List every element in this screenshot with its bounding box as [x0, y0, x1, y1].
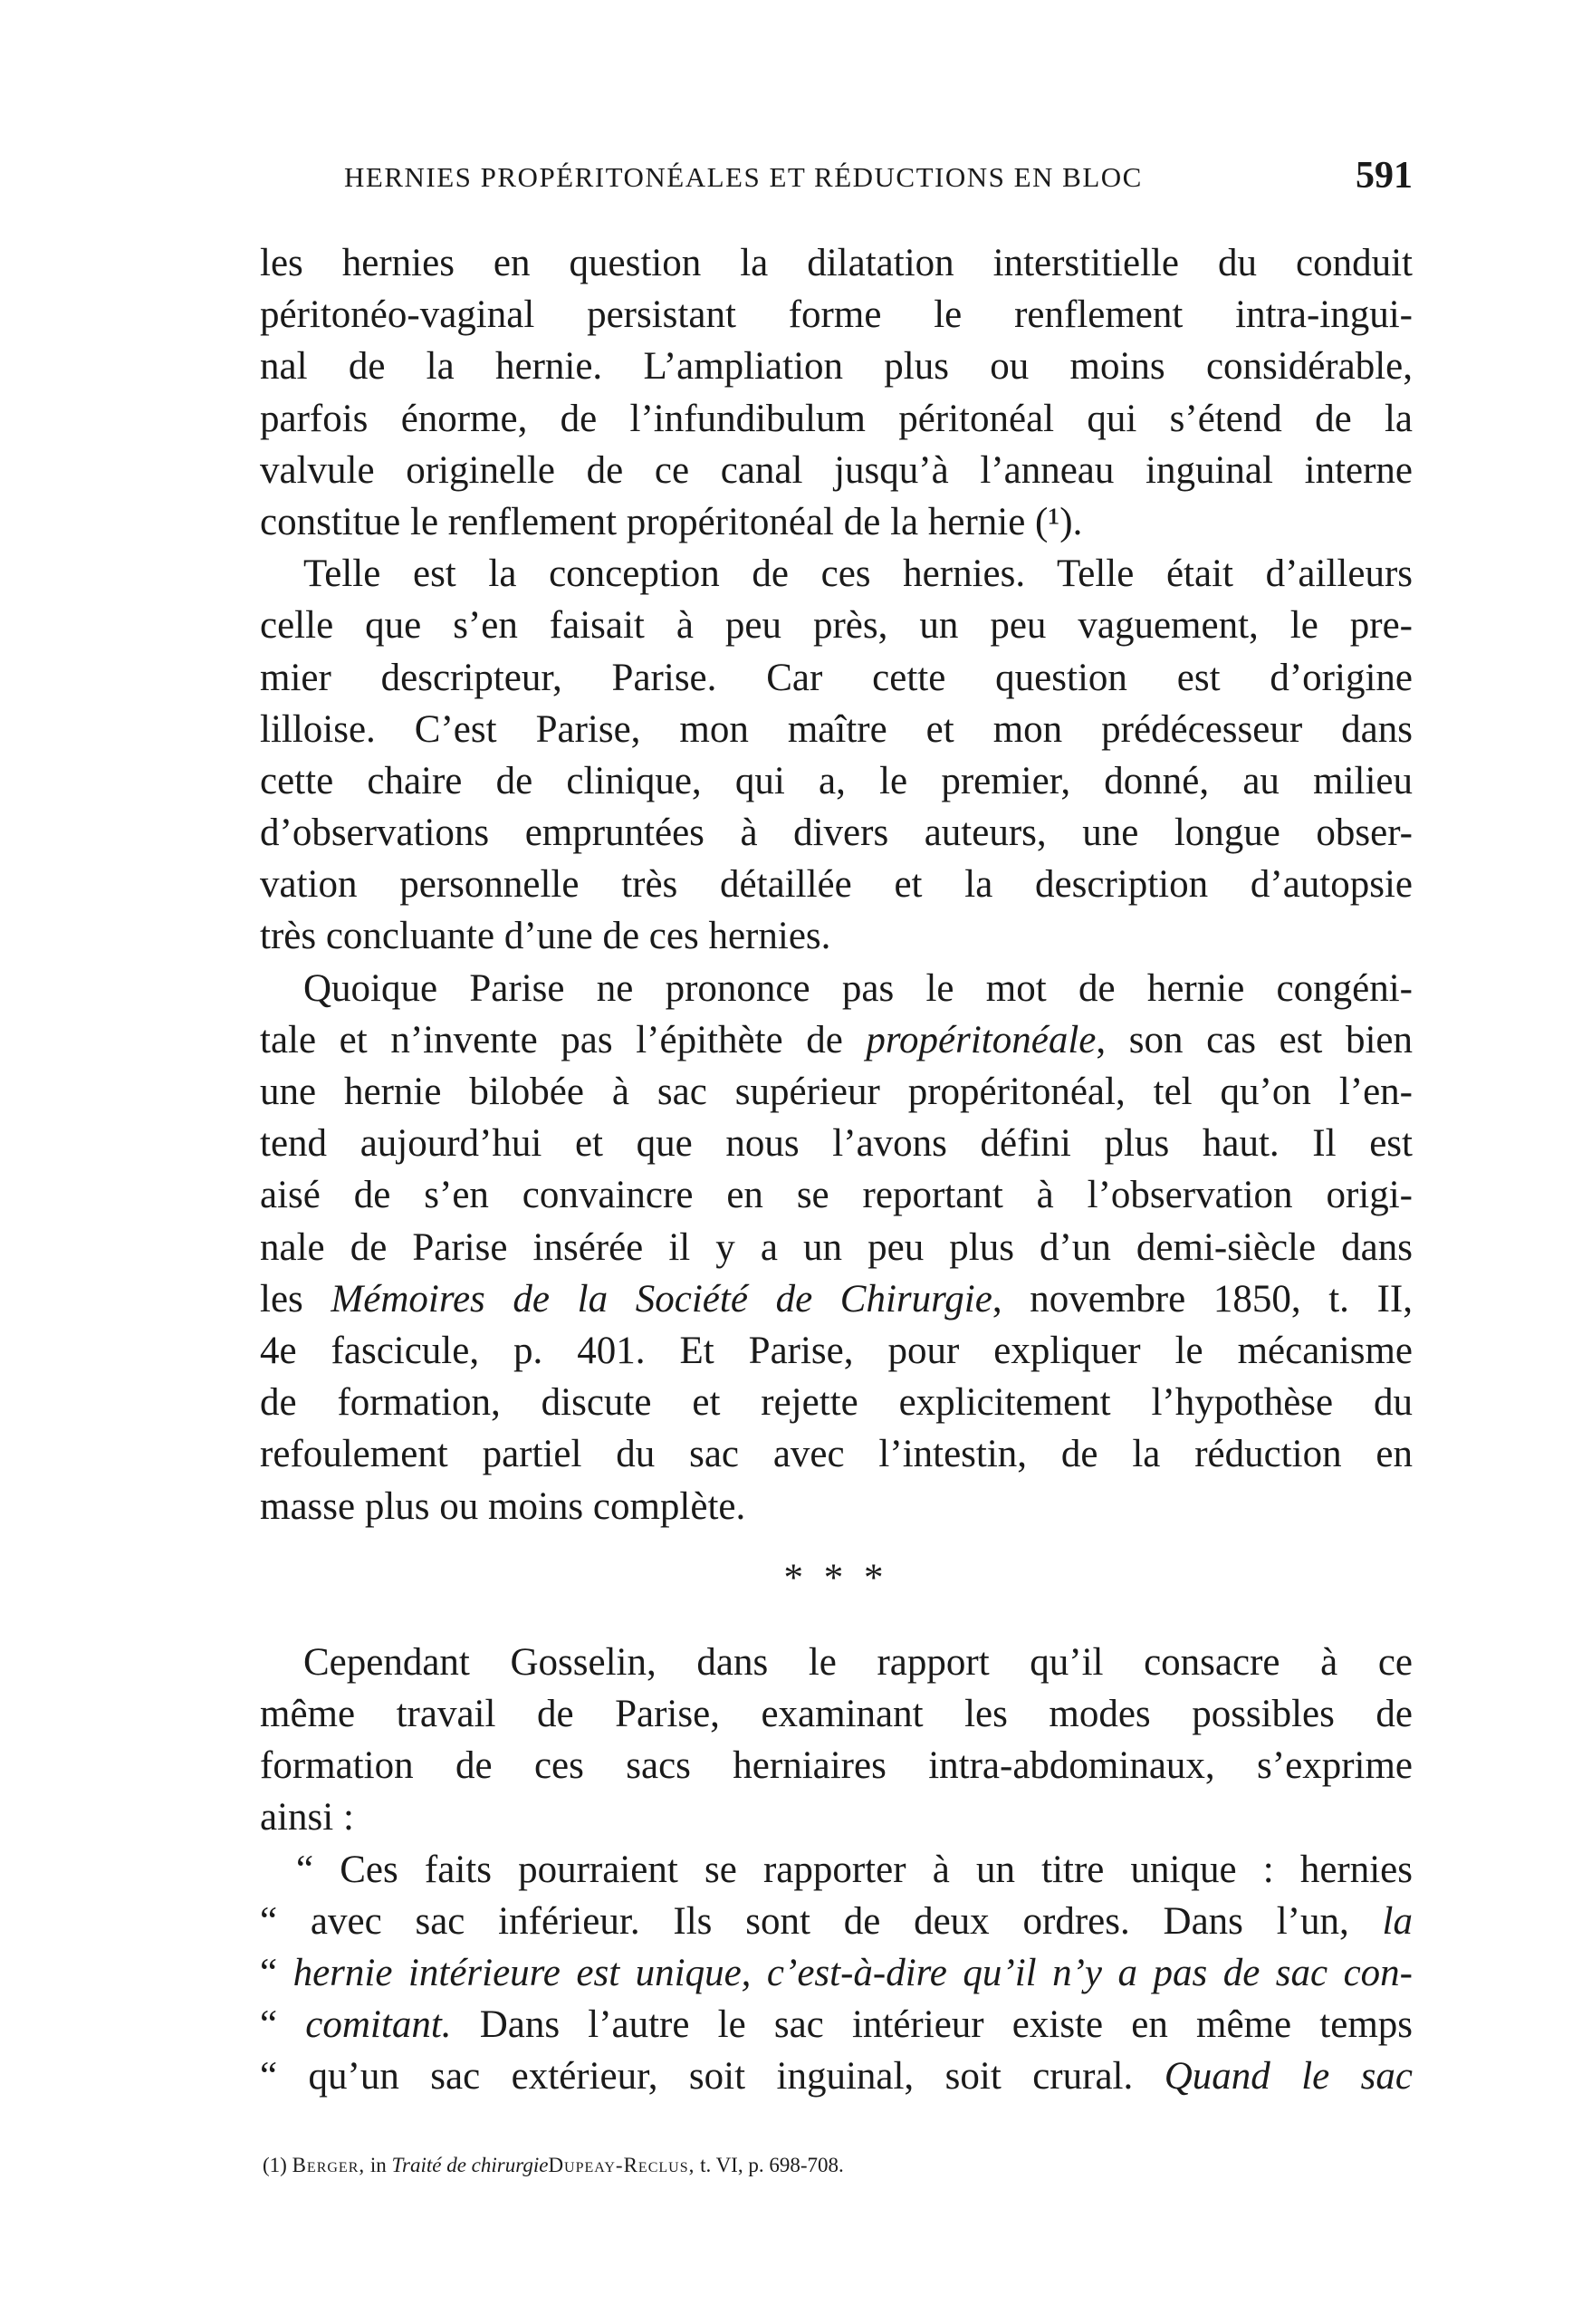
text-line: Quoique Parise ne prononce pas le mot de hernie congéni-: [303, 966, 1413, 1010]
text-line: masse plus ou moins complète.: [260, 1484, 746, 1528]
text-line: mier descripteur, Parise. Car cette question est d’origine: [260, 656, 1413, 699]
text-line: cette chaire de clinique, qui a, le premier, donné, au milieu: [260, 759, 1413, 802]
emphasis: comitant.: [305, 2003, 452, 2047]
footnote-reference: t. VI, p. 698-708.: [700, 2154, 844, 2176]
text-line: très concluante d’une de ces hernies.: [260, 915, 831, 958]
text-line: ainsi :: [260, 1796, 354, 1839]
text-line: de formation, discute et rejette explicitement l’hypothèse du: [260, 1381, 1413, 1425]
emphasis: hernie intérieure est unique, c’est-à-dire qu’il n’y a pas de sac con-: [292, 1952, 1413, 1994]
text-line: nal de la hernie. L’ampliation plus ou moins considérable,: [260, 345, 1413, 389]
text-line: les Mémoires de la Société de Chirurgie, novembre 1850, t. II,: [260, 1277, 1413, 1320]
running-head-title: HERNIES PROPÉRITONÉALES ET RÉDUCTIONS EN BLOC: [344, 161, 1143, 193]
text-line: lilloise. C’est Parise, mon maître et mon prédécesseur dans: [260, 707, 1413, 751]
text-line: refoulement partiel du sac avec l’intestin, de la réduction en: [260, 1433, 1413, 1476]
text-line: tale et n’invente pas l’épithète de propéritonéale, son cas est bien: [260, 1018, 1413, 1061]
emphasis: propéritonéale: [866, 1018, 1097, 1061]
text-line: une hernie bilobée à sac supérieur propéritonéal, tel qu’on l’en-: [260, 1071, 1413, 1113]
footnote-in: in: [369, 2154, 387, 2176]
running-head: [344, 154, 1413, 208]
text-line: aisé de s’en convaincre en se reportant à l’observation origi-: [260, 1174, 1413, 1217]
text-line: celle que s’en faisait à peu près, un peu vaguement, le pre-: [260, 604, 1413, 648]
footnote-work-title: Traité de chirurgie: [391, 2154, 549, 2176]
text-line: “ comitant. Dans l’autre le sac intérieur existe en même temps: [260, 2003, 1413, 2047]
emphasis: Mémoires de la Société de Chirurgie: [331, 1277, 992, 1320]
text-line: “ avec sac inférieur. Ils sont de deux ordres. Dans l’un, la: [260, 1899, 1413, 1943]
text-line: Cependant Gosselin, dans le rapport qu’il consacre à ce: [303, 1640, 1413, 1684]
text-line: Telle est la conception de ces hernies. Telle était d’ailleurs: [303, 552, 1413, 596]
page-number: 591: [1356, 155, 1413, 197]
text-line: “ qu’un sac extérieur, soit inguinal, soit crural. Quand le sac: [260, 2055, 1413, 2098]
text-line: péritonéo-vaginal persistant forme le renflement intra-ingui-: [260, 293, 1413, 337]
text-line: nale de Parise insérée il y a un peu plus d’un demi-siècle dans: [260, 1225, 1413, 1269]
text-line: 4e fascicule, p. 401. Et Parise, pour expliquer le mécanisme: [260, 1329, 1413, 1372]
text-line: valvule originelle de ce canal jusqu’à l’anneau inguinal interne: [260, 448, 1413, 492]
text-line: constitue le renflement propéritonéal de la hernie (¹).: [260, 500, 1083, 543]
body-text: [260, 237, 1413, 2103]
text-line: les hernies en question la dilatation interstitielle du conduit: [260, 242, 1413, 284]
section-separator: * * *: [783, 1556, 889, 1599]
text-line: même travail de Parise, examinant les modes possibles de: [260, 1693, 1413, 1736]
emphasis: Quand le sac: [1164, 2055, 1413, 2098]
text-line: “ Ces faits pourraient se rapporter à un titre unique : hernies: [296, 1848, 1413, 1891]
emphasis: la: [1382, 1899, 1413, 1943]
text-line: tend aujourd’hui et que nous l’avons défini plus haut. Il est: [260, 1122, 1413, 1166]
text-line: d’observations empruntées à divers auteurs, une longue obser-: [260, 811, 1413, 855]
text-line: “ hernie intérieure est unique, c’est-à-dire qu’il n’y a pas de sac con-: [260, 1952, 1413, 1994]
footnote-editors: Dupeay-Reclus,: [548, 2154, 695, 2176]
footnote-author: Berger,: [292, 2154, 366, 2176]
footnote-marker: (1): [263, 2154, 287, 2176]
text-line: formation de ces sacs herniaires intra-abdominaux, s’exprime: [260, 1744, 1413, 1788]
text-line: vation personnelle très détaillée et la description d’autopsie: [260, 863, 1413, 907]
text-line: parfois énorme, de l’infundibulum péritonéal qui s’étend de la: [260, 397, 1413, 440]
footnote: [263, 2154, 1413, 2177]
